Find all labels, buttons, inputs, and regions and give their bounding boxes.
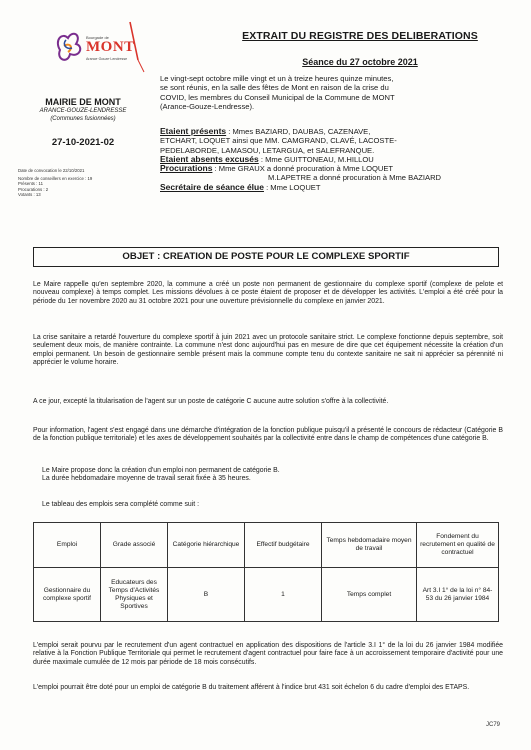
procurations-line	[160, 164, 512, 173]
stat-procurations: Procurations : 2	[18, 186, 49, 192]
paragraph: L'emploi pourrait être doté pour un emploi de catégorie B du traitement afférent à l'indice brut 431 soit échelon 6 du cadre d'emploi des ETAPS.	[33, 684, 470, 691]
paragraph: Le Maire rappelle qu'en septembre 2020, la commune a créé un poste non permanent de gestionnaire du complexe sportif (complexe de pelote et nouveau complexe) à temps complet. Les missions dévolues à ce poste étaient de proposer et de développer les activités. L'emploi a été créé pour la période du 1er novembre 2020 au 31 octobre 2021 pour une ouverture prévisionnelle du complexe en janvier 2021.	[33, 281, 503, 305]
table-row	[34, 568, 499, 622]
procurations-label: Procurations	[160, 163, 213, 174]
excuses-label: Etaient absents excusés	[160, 153, 259, 164]
intro-line: COVID, les membres du Conseil Municipal de la Commune de MONT	[160, 92, 395, 102]
presents-text: : Mmes BAZIARD, DAUBAS, CAZENAVE,	[226, 127, 371, 136]
mairie-title: MAIRIE DE MONT	[45, 97, 121, 107]
presents-line	[160, 127, 512, 136]
mairie-block	[18, 97, 148, 148]
stat-votants: Votants : 13	[18, 191, 41, 197]
table-cell: Art 3.I 1° de la loi n° 84-53 du 26 janvier 1984	[417, 568, 499, 622]
attendance-block	[160, 127, 512, 192]
mont-logo	[52, 20, 152, 80]
excuses-line	[160, 155, 512, 164]
intro-line: Le vingt-sept octobre mille vingt et un à treize heures quinze minutes,	[160, 74, 394, 83]
excuses-text: : Mme GUITTONEAU, M.HILLOU	[258, 154, 374, 164]
logo-tagline: Bourgade de	[86, 35, 109, 40]
table-header-cell: Catégorie hiérarchique	[168, 523, 245, 568]
paragraph: L'emploi serait pourvu par le recrutement d'un agent contractuel en application des dispositions de l'article 3.I 1° de la loi du 26 janvier 1984 modifiée relative à la Fonction Publique Territoriale qui permet le recrutement d'agent contractuel pour faire face à un accroissement temporaire d'activité pour une durée maximale cumulée de 12 mois par période de 18 mois consécutifs.	[33, 642, 503, 666]
presents-line: ETCHART, LOQUET ainsi que MM. CAMGRAND, CLAVÉ, LACOSTE-	[160, 136, 397, 146]
communes-note: (Communes fusionnées)	[50, 116, 116, 122]
commune-name: ARANCE-GOUZE-LENDRESSE	[39, 108, 127, 114]
table-header-cell: Grade associé	[101, 523, 168, 568]
proposal-paragraph	[42, 467, 502, 484]
intro-line: se sont réunis, en la salle des fêtes de Mont en raison de la crise du	[160, 83, 389, 93]
table-header-row	[34, 523, 499, 568]
logo-subline: Arance·Gouze·Lendresse	[86, 57, 128, 61]
table-header-cell: Temps hebdomadaire moyen de travail	[322, 523, 417, 568]
procuration-text: M.LAPETRE a donné procuration à Mme BAZIARD	[268, 173, 442, 183]
council-stats	[18, 168, 158, 197]
intro-paragraph	[160, 74, 512, 112]
table-cell: Temps complet	[322, 568, 417, 622]
secretaire-line	[160, 183, 512, 192]
table-intro: Le tableau des emplois sera complété comme suit :	[42, 501, 200, 508]
page-code: JC79	[486, 722, 501, 728]
table-header-cell: Effectif budgétaire	[245, 523, 322, 568]
deliberation-number: 27-10-2021-02	[51, 137, 115, 148]
table-header-cell: Fondement du recrutement en qualité de contractuel	[417, 523, 499, 568]
table-cell: B	[168, 568, 245, 622]
secretaire-text: : Mme LOQUET	[263, 182, 321, 192]
stat-presents: Présents : 11	[18, 181, 43, 187]
presents-label: Etaient présents	[160, 126, 227, 136]
procuration-text: : Mme GRAUX a donné procuration à Mme LOQUET	[212, 164, 394, 174]
intro-line: (Arance-Gouze-Lendresse).	[160, 102, 255, 112]
emplois-table	[33, 522, 499, 622]
paragraph: Pour information, l'agent s'est engagé dans une démarche d'intégration de la fonction publique puisqu'il a présenté le concours de rédacteur (Catégorie B de la fonction publique territoriale) et les axes de développement souhaités par la collectivité entre dans le champ de compétences d'une catégorie B.	[33, 427, 503, 443]
table-cell: Gestionnaire du complexe sportif	[34, 568, 101, 622]
table-cell: Educateurs des Temps d'Activités Physiques et Sportives	[101, 568, 168, 622]
secretaire-label: Secrétaire de séance élue	[160, 181, 264, 192]
table-cell: 1	[245, 568, 322, 622]
convocation-date: Date de convocation le 22/10/2021	[18, 168, 85, 173]
proposal-line: La durée hebdomadaire moyenne de travail serait fixée à 35 heures.	[42, 475, 251, 483]
paragraph: La crise sanitaire a retardé l'ouverture du complexe sportif à juin 2021 avec un protocole sanitaire strict. Le complexe fonctionne depuis septembre, soit seulement deux mois, de manière contrainte. La commune n'est donc aujourd'hui pas en mesure de dire que cet équipement nécessite la création d'un emploi permanent. Un besoin de gestionnaire semble présent mais la commune compte tenu du contexte sanitaire ne sait ni apprécier sa pérennité ni apprécier le volume horaire.	[33, 334, 503, 366]
paragraph: A ce jour, excepté la titularisation de l'agent sur un poste de catégorie C aucune autre solution s'offre à la collectivité.	[33, 398, 389, 405]
logo-name: MONT	[86, 39, 135, 55]
presents-line: PEDELABORDE, LAMASOU, LETARGUA, et SALEFRANQUE.	[160, 145, 375, 155]
table-header-cell: Emploi	[34, 523, 101, 568]
register-title: EXTRAIT DU REGISTRE DES DELIBERATIONS	[242, 30, 478, 42]
objet-title: OBJET : CREATION DE POSTE POUR LE COMPLEXE SPORTIF	[33, 247, 499, 267]
stat-exercice: Nombre de conseillers en exercice : 19	[18, 176, 93, 182]
proposal-line: Le Maire propose donc la création d'un emploi non permanent de catégorie B.	[42, 467, 280, 474]
session-date: Séance du 27 octobre 2021	[302, 57, 418, 67]
